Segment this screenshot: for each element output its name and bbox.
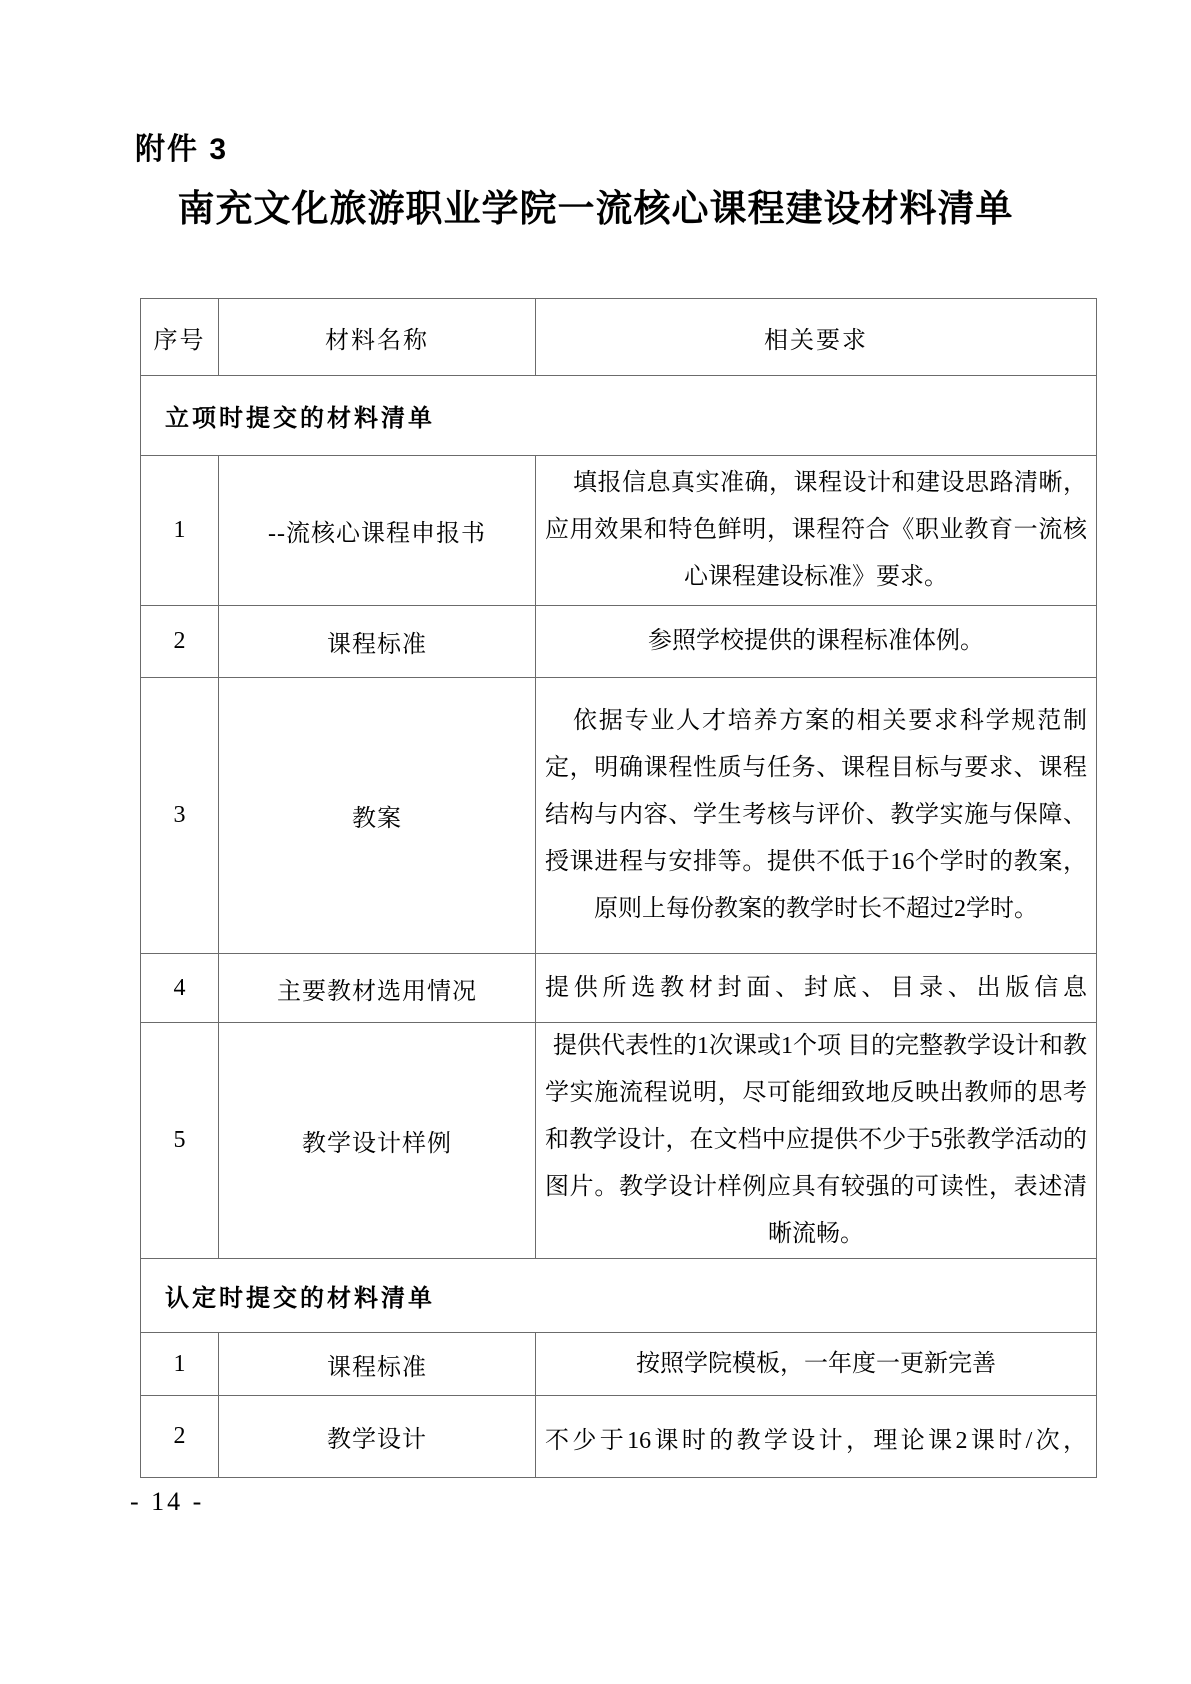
row-number: 1 bbox=[141, 456, 219, 606]
table-row bbox=[141, 606, 1097, 678]
material-name: 教案 bbox=[219, 678, 536, 954]
row-number: 1 bbox=[141, 1333, 219, 1396]
section-row-initiation bbox=[141, 376, 1097, 456]
table-row bbox=[141, 1396, 1097, 1478]
row-number: 5 bbox=[141, 1023, 219, 1259]
row-number: 2 bbox=[141, 606, 219, 678]
section-row-recognition bbox=[141, 1259, 1097, 1333]
section-title-initiation: 立项时提交的材料清单 bbox=[141, 376, 1097, 456]
requirement-text: 按照学院模板，一年度一更新完善 bbox=[536, 1333, 1097, 1396]
requirement-text: 提供所选教材封面、封底、目录、出版信息 bbox=[536, 954, 1097, 1023]
section-title-recognition: 认定时提交的材料清单 bbox=[141, 1259, 1097, 1333]
row-number: 3 bbox=[141, 678, 219, 954]
requirement-text: 不少于16课时的教学设计，理论课2课时/次， bbox=[536, 1396, 1097, 1478]
table-row bbox=[141, 1023, 1097, 1259]
material-name: 教学设计 bbox=[219, 1396, 536, 1478]
row-number: 4 bbox=[141, 954, 219, 1023]
material-name: 课程标准 bbox=[219, 606, 536, 678]
requirement-text: 提供代表性的1次课或1个项 目的完整教学设计和教学实施流程说明，尽可能细致地反映出教师的思考和教学设计，在文档中应提供不少于5张教学活动的图片。教学设计样例应具有较强的可读性，表述清晰流畅。 bbox=[536, 1023, 1097, 1259]
table-row bbox=[141, 456, 1097, 606]
requirement-text: 参照学校提供的课程标准体例。 bbox=[536, 606, 1097, 678]
column-header-no: 序号 bbox=[141, 299, 219, 376]
column-header-material-name: 材料名称 bbox=[219, 299, 536, 376]
requirement-text: 依据专业人才培养方案的相关要求科学规范制定，明确课程性质与任务、课程目标与要求、课程结构与内容、学生考核与评价、教学实施与保障、授课进程与安排等。提供不低于16个学时的教案，原则上每份教案的教学时长不超过2学时。 bbox=[536, 678, 1097, 954]
materials-table bbox=[140, 298, 1097, 1478]
row-number: 2 bbox=[141, 1396, 219, 1478]
table-row bbox=[141, 1333, 1097, 1396]
page-number: - 14 - bbox=[130, 1487, 205, 1516]
material-name: 课程标准 bbox=[219, 1333, 536, 1396]
material-name: --流核心课程申报书 bbox=[219, 456, 536, 606]
attachment-label: 附件 3 bbox=[135, 133, 229, 166]
column-header-requirement: 相关要求 bbox=[536, 299, 1097, 376]
material-name: 教学设计样例 bbox=[219, 1023, 536, 1259]
table-header-row bbox=[141, 299, 1097, 376]
table-row bbox=[141, 954, 1097, 1023]
table-row bbox=[141, 678, 1097, 954]
requirement-text: 填报信息真实准确，课程设计和建设思路清晰，应用效果和特色鲜明，课程符合《职业教育一流核心课程建设标准》要求。 bbox=[536, 456, 1097, 606]
material-name: 主要教材选用情况 bbox=[219, 954, 536, 1023]
page-title: 南充文化旅游职业学院一流核心课程建设材料清单 bbox=[177, 188, 1014, 229]
